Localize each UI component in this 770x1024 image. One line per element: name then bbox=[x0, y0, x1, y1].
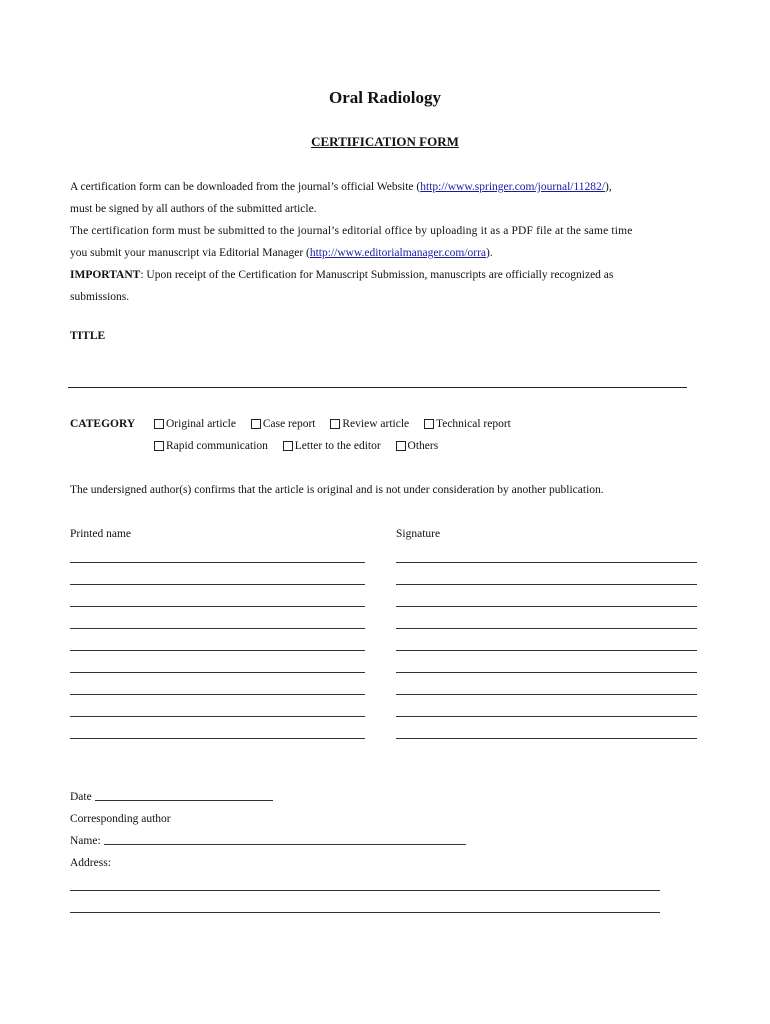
intro-line-3: The certification form must be submitted to the journal’s editorial office by uploading it as a PDF file at the same time bbox=[70, 225, 633, 237]
category-option-label: Letter to the editor bbox=[294, 440, 381, 452]
checkbox-icon[interactable] bbox=[330, 419, 340, 429]
important-label: IMPORTANT bbox=[70, 269, 141, 281]
checkbox-icon[interactable] bbox=[251, 419, 261, 429]
intro-text-4a: you submit your manuscript via Editorial Manager ( bbox=[70, 247, 310, 259]
signature-line[interactable] bbox=[396, 584, 697, 585]
category-label: CATEGORY bbox=[70, 418, 136, 430]
checkbox-icon[interactable] bbox=[424, 419, 434, 429]
signature-label: Signature bbox=[396, 528, 441, 540]
category-others[interactable] bbox=[396, 440, 439, 452]
printed-name-line[interactable] bbox=[70, 694, 365, 695]
printed-name-line[interactable] bbox=[70, 584, 365, 585]
editorial-manager-link[interactable]: http://www.editorialmanager.com/orra bbox=[309, 247, 487, 259]
category-option-label: Technical report bbox=[436, 418, 511, 430]
signature-line[interactable] bbox=[396, 606, 697, 607]
date-field[interactable] bbox=[70, 791, 273, 803]
printed-name-line[interactable] bbox=[70, 738, 365, 739]
category-option-label: Others bbox=[407, 440, 439, 452]
title-field-line[interactable] bbox=[68, 387, 687, 388]
printed-name-line[interactable] bbox=[70, 628, 365, 629]
category-letter-to-editor[interactable] bbox=[283, 440, 381, 452]
name-label: Name: bbox=[70, 835, 101, 847]
signature-line[interactable] bbox=[396, 738, 697, 739]
address-line-1[interactable] bbox=[70, 890, 660, 891]
category-case-report[interactable] bbox=[251, 418, 316, 430]
checkbox-icon[interactable] bbox=[396, 441, 406, 451]
document-title: Oral Radiology bbox=[329, 88, 441, 107]
checkbox-icon[interactable] bbox=[283, 441, 293, 451]
originality-statement: The undersigned author(s) confirms that the article is original and is not under consideration by another publication. bbox=[70, 484, 604, 496]
checkbox-icon[interactable] bbox=[154, 419, 164, 429]
corresponding-author-label: Corresponding author bbox=[70, 813, 171, 825]
name-field[interactable] bbox=[70, 835, 466, 847]
category-option-label: Original article bbox=[166, 418, 236, 430]
intro-text bbox=[70, 176, 710, 308]
category-row-2 bbox=[154, 440, 450, 454]
signature-line[interactable] bbox=[396, 672, 697, 673]
signature-line[interactable] bbox=[396, 562, 697, 563]
category-technical-report[interactable] bbox=[424, 418, 511, 430]
date-label: Date bbox=[70, 791, 92, 803]
category-original-article[interactable] bbox=[154, 418, 236, 430]
signature-line[interactable] bbox=[396, 628, 697, 629]
category-review-article[interactable] bbox=[330, 418, 409, 430]
important-text: : Upon receipt of the Certification for Manuscript Submission, manuscripts are officially recognized as bbox=[140, 269, 614, 281]
intro-line-2: must be signed by all authors of the submitted article. bbox=[70, 203, 317, 215]
printed-name-line[interactable] bbox=[70, 716, 365, 717]
category-option-label: Review article bbox=[342, 418, 410, 430]
category-rapid-communication[interactable] bbox=[154, 440, 268, 452]
intro-text-1a: A certification form can be downloaded from the journal’s official Website ( bbox=[70, 181, 421, 193]
intro-text-1b: ), bbox=[604, 181, 612, 193]
category-row-1 bbox=[154, 418, 523, 432]
intro-text-4b: ). bbox=[486, 247, 493, 259]
printed-name-line[interactable] bbox=[70, 562, 365, 563]
printed-name-line[interactable] bbox=[70, 606, 365, 607]
intro-line-4 bbox=[70, 242, 710, 264]
springer-link[interactable]: http://www.springer.com/journal/11282/ bbox=[420, 181, 605, 193]
signature-line[interactable] bbox=[396, 650, 697, 651]
document-subtitle: CERTIFICATION FORM bbox=[311, 134, 459, 149]
name-line[interactable] bbox=[104, 844, 466, 845]
address-line-2[interactable] bbox=[70, 912, 660, 913]
signature-line[interactable] bbox=[396, 716, 697, 717]
printed-name-label: Printed name bbox=[70, 528, 131, 540]
date-line[interactable] bbox=[95, 800, 273, 801]
title-field-label: TITLE bbox=[70, 330, 106, 342]
checkbox-icon[interactable] bbox=[154, 441, 164, 451]
address-label: Address: bbox=[70, 857, 111, 869]
printed-name-line[interactable] bbox=[70, 672, 365, 673]
intro-line-6: submissions. bbox=[70, 291, 130, 303]
signature-line[interactable] bbox=[396, 694, 697, 695]
intro-line-5 bbox=[70, 264, 710, 286]
printed-name-line[interactable] bbox=[70, 650, 365, 651]
intro-line-1 bbox=[70, 176, 710, 198]
category-option-label: Case report bbox=[262, 418, 316, 430]
category-option-label: Rapid communication bbox=[166, 440, 268, 452]
